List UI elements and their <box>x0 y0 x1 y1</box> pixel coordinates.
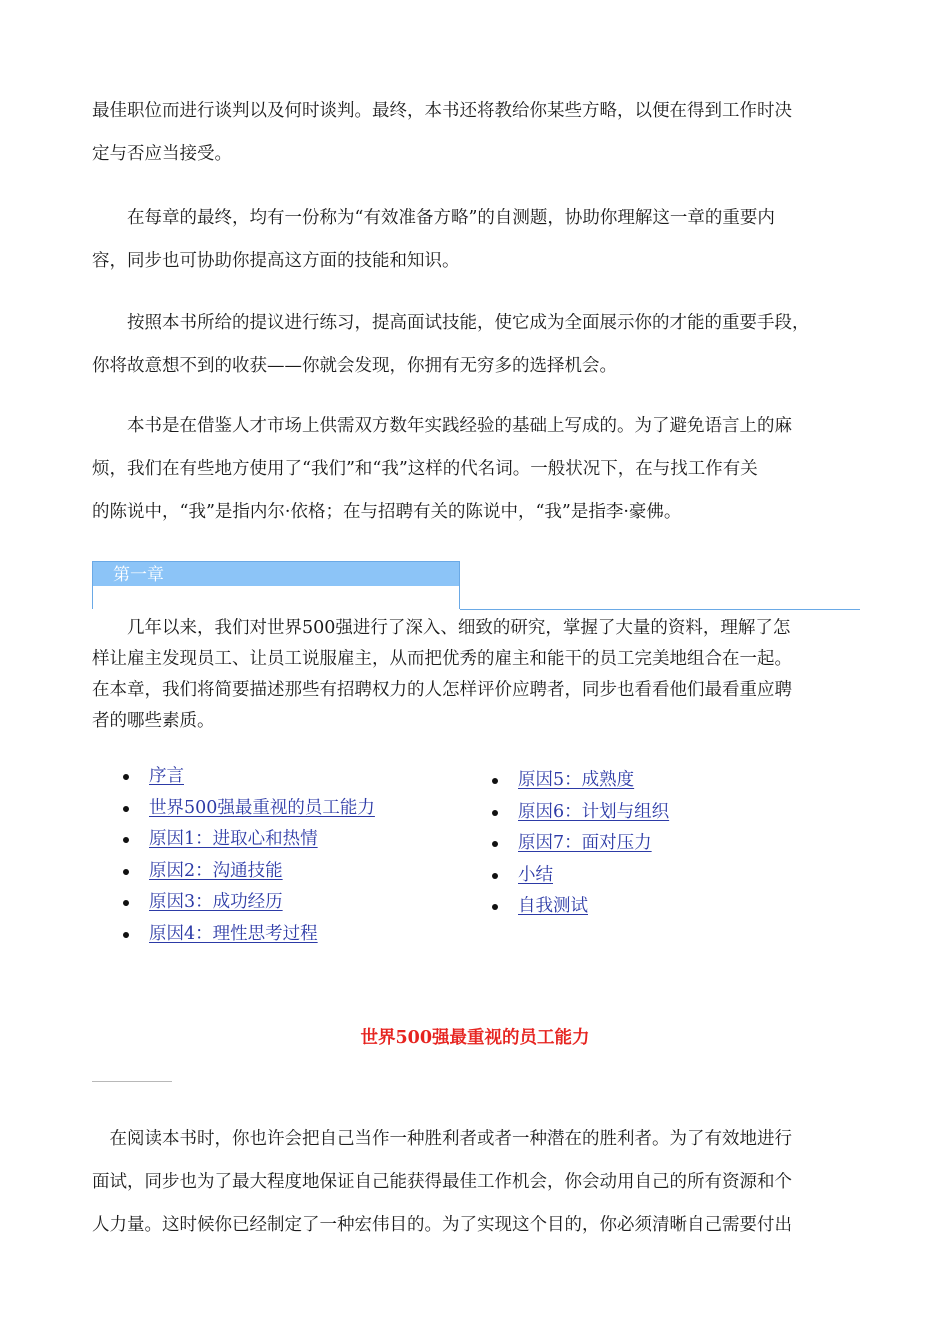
chapter-divider <box>460 609 860 610</box>
bullet-icon <box>492 810 498 816</box>
toc-item <box>490 797 669 829</box>
bullet-icon <box>123 932 129 938</box>
bullet-icon <box>492 841 498 847</box>
toc-item <box>121 824 375 856</box>
bullet-icon <box>492 873 498 879</box>
toc-link-summary[interactable]: 小结 <box>518 864 553 885</box>
text-line: 烦，我们在有些地方使用了“我们”和“我”这样的代名词。一般状况下，在与找工作有关 <box>92 459 758 479</box>
toc-item <box>490 860 669 892</box>
toc-link-reason-2[interactable]: 原因2：沟通技能 <box>149 860 283 881</box>
text-line: 的陈说中，“我”是指内尔·依格；在与招聘有关的陈说中，“我”是指李·豪佛。 <box>92 502 682 522</box>
section-title: 世界500强最重视的员工能力 <box>360 1028 590 1048</box>
toc-link-reason-3[interactable]: 原因3：成功经历 <box>149 892 283 913</box>
text-line: 面试，同步也为了最大程度地保证自己能获得最佳工作机会，你会动用自己的所有资源和个 <box>92 1172 792 1192</box>
toc-link-self-test[interactable]: 自我测试 <box>518 896 588 917</box>
chapter-heading-box <box>92 561 460 609</box>
text-line: 定与否应当接受。 <box>92 144 232 164</box>
toc-link-reason-6[interactable]: 原因6：计划与组织 <box>518 801 670 822</box>
text-line: 样让雇主发现员工、让员工说服雇主，从而把优秀的雇主和能干的员工完美地组合在一起。 <box>92 649 792 669</box>
toc-list-left <box>121 761 375 951</box>
bullet-icon <box>123 806 129 812</box>
text-line: 在每章的最终，均有一份称为“有效准备方略”的自测题，协助你理解这一章的重要内 <box>92 208 775 228</box>
bullet-icon <box>123 837 129 843</box>
bullet-icon <box>123 900 129 906</box>
toc-list-right <box>490 765 669 923</box>
toc-item <box>121 793 375 825</box>
paragraph-2 <box>92 197 862 283</box>
section-divider <box>92 1081 172 1082</box>
text-line: 容，同步也可协助你提高这方面的技能和知识。 <box>92 251 460 271</box>
toc-item <box>490 891 669 923</box>
paragraph-4 <box>92 405 862 534</box>
chapter-intro <box>92 613 862 737</box>
text-line: 你将故意想不到的收获——你就会发现，你拥有无穷多的选择机会。 <box>92 356 617 376</box>
toc-link-reason-4[interactable]: 原因4：理性思考过程 <box>149 923 318 944</box>
toc-link-abilities[interactable]: 世界500强最重视的员工能力 <box>149 797 375 818</box>
section-body <box>92 1118 862 1247</box>
toc-item <box>121 761 375 793</box>
text-line: 在阅读本书时，你也许会把自己当作一种胜利者或者一种潜在的胜利者。为了有效地进行 <box>92 1129 792 1149</box>
bullet-icon <box>492 904 498 910</box>
text-line: 几年以来，我们对世界500强进行了深入、细致的研究，掌握了大量的资料，理解了怎 <box>92 618 791 638</box>
text-line: 人力量。这时候你已经制定了一种宏伟目的。为了实现这个目的，你必须清晰自己需要付出 <box>92 1215 792 1235</box>
paragraph-3 <box>92 302 862 388</box>
toc-link-reason-7[interactable]: 原因7：面对压力 <box>518 833 652 854</box>
text-line: 最佳职位而进行谈判以及何时谈判。最终，本书还将教给你某些方略，以便在得到工作时决 <box>92 101 792 121</box>
toc-link-reason-5[interactable]: 原因5：成熟度 <box>518 770 635 790</box>
bullet-icon <box>123 774 129 780</box>
text-line: 者的哪些素质。 <box>92 711 215 731</box>
toc-item <box>490 828 669 860</box>
text-line: 在本章，我们将简要描述那些有招聘权力的人怎样评价应聘者，同步也看看他们最看重应聘 <box>92 680 792 700</box>
toc-link-reason-1[interactable]: 原因1：进取心和热情 <box>149 829 318 850</box>
toc-link-preface[interactable]: 序言 <box>149 766 184 786</box>
toc-item <box>121 856 375 888</box>
toc-item <box>490 765 669 797</box>
bullet-icon <box>123 869 129 875</box>
chapter-heading: 第一章 <box>93 562 459 586</box>
paragraph-1 <box>92 90 862 176</box>
toc-item <box>121 887 375 919</box>
text-line: 本书是在借鉴人才市场上供需双方数年实践经验的基础上写成的。为了避免语言上的麻 <box>92 416 792 436</box>
text-line: 按照本书所给的提议进行练习，提高面试技能，使它成为全面展示你的才能的重要手段， <box>92 313 810 333</box>
toc-item <box>121 919 375 951</box>
bullet-icon <box>492 778 498 784</box>
